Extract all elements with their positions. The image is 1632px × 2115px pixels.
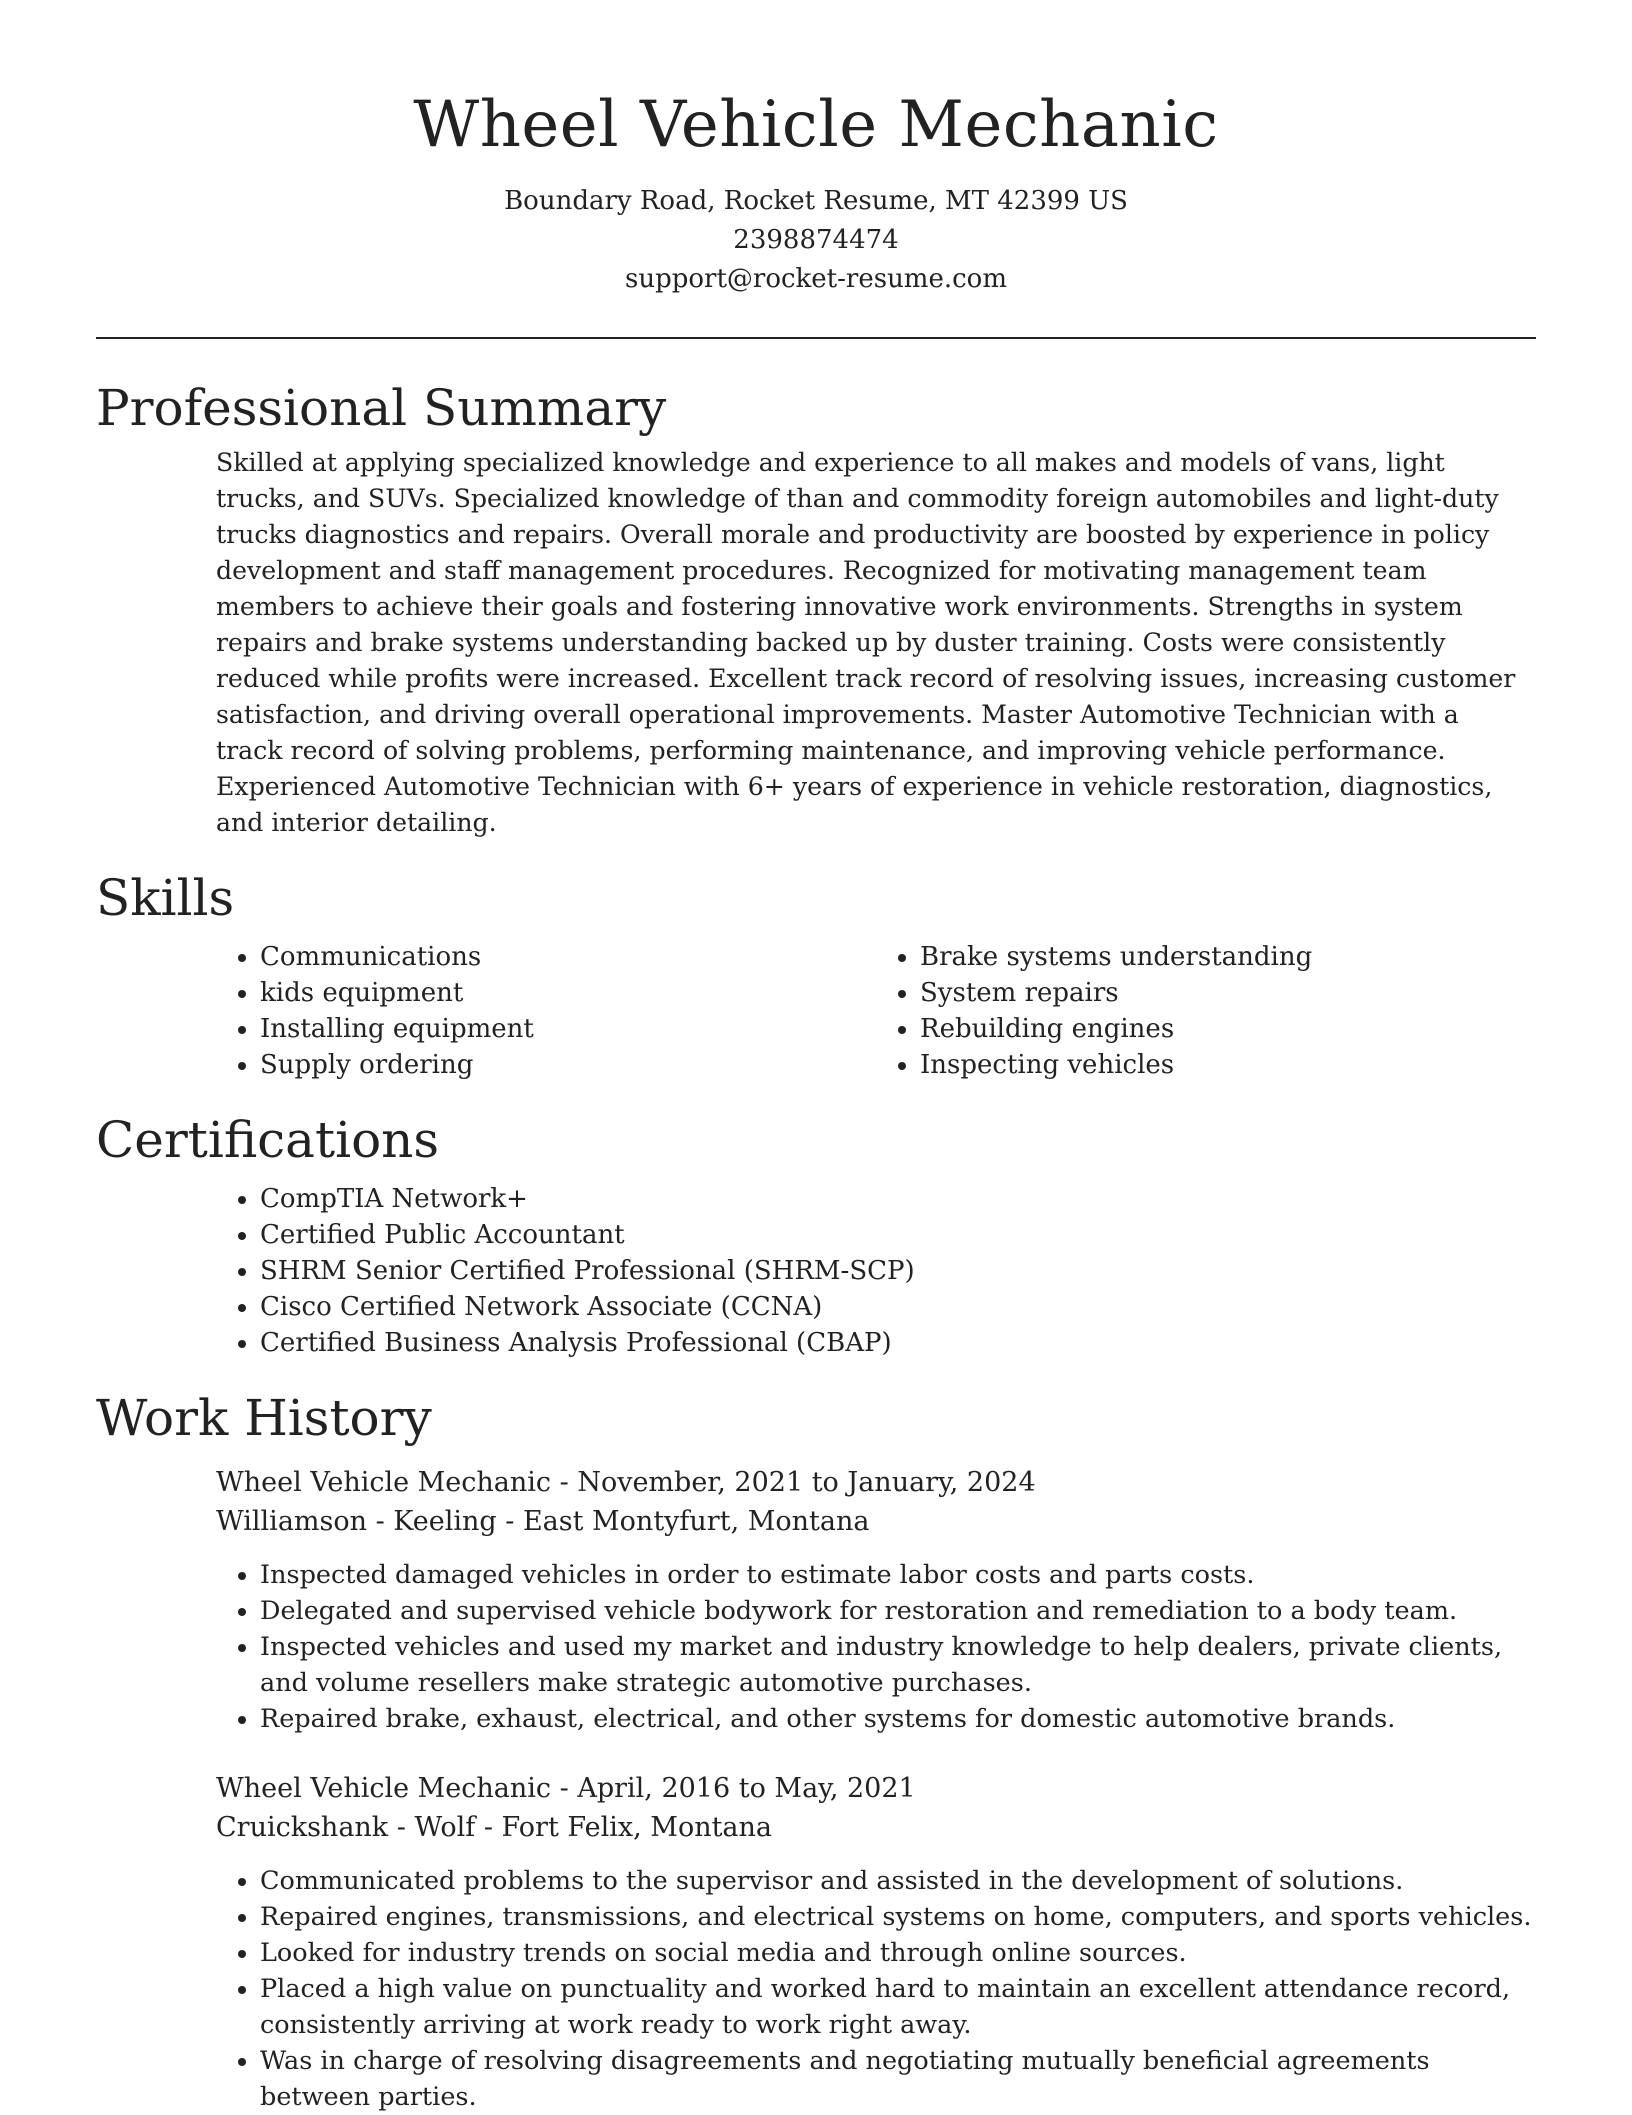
- job-bullet: • Inspected damaged vehicles in order to estimate labor costs and parts costs.: [260, 1557, 1536, 1593]
- skills-section: [96, 863, 1536, 1083]
- skill-item: • kids equipment: [260, 975, 876, 1011]
- summary-section: [96, 373, 1536, 841]
- work-history-section: [96, 1383, 1536, 2115]
- skill-item: • Supply ordering: [260, 1047, 876, 1083]
- resume-header: [96, 0, 1536, 299]
- contact-block: [96, 182, 1536, 299]
- skills-columns: [96, 933, 1536, 1083]
- job-bullet: • Repaired engines, transmissions, and electrical systems on home, computers, and sports vehicles.: [260, 1899, 1536, 1935]
- job-bullets: [216, 1557, 1536, 1737]
- job-bullet: • Delegated and supervised vehicle bodywork for restoration and remediation to a body team.: [260, 1593, 1536, 1629]
- certification-item: • Cisco Certified Network Associate (CCNA): [260, 1289, 1536, 1325]
- certification-item: • CompTIA Network+: [260, 1181, 1536, 1217]
- job-company-location: Williamson - Keeling - East Montyfurt, Montana: [216, 1506, 870, 1537]
- certification-item: • Certified Public Accountant: [260, 1217, 1536, 1253]
- certifications-list: [96, 1181, 1536, 1361]
- skill-item: • Communications: [260, 939, 876, 975]
- candidate-name: Wheel Vehicle Mechanic: [413, 88, 1219, 162]
- summary-text: Skilled at applying specialized knowledge and experience to all makes and models of vans, light trucks, and SUVs. Specialized knowledge of than and commodity foreign automobiles and light-duty trucks diagnostics and repairs. Overall morale and productivity are boosted by experience in policy development and staff management procedures. Recognized for motivating management team members to achieve their goals and fostering innovative work environments. Strengths in system repairs and brake systems understanding backed up by duster training. Costs were consistently reduced while profits were increased. Excellent track record of resolving issues, increasing customer satisfaction, and driving overall operational improvements. Master Automotive Technician with a track record of solving problems, performing maintenance, and improving vehicle performance. Experienced Automotive Technician with 6+ years of experience in vehicle restoration, diagnostics, and interior detailing.: [216, 448, 1516, 837]
- contact-phone: 2398874474: [733, 225, 899, 255]
- job-title-dates: Wheel Vehicle Mechanic - November, 2021 to January, 2024: [216, 1467, 1036, 1498]
- header-divider: [96, 337, 1536, 339]
- skills-list-right: [876, 939, 1536, 1083]
- job-company-location: Cruickshank - Wolf - Fort Felix, Montana: [216, 1812, 773, 1843]
- job-bullet: • Looked for industry trends on social media and through online sources.: [260, 1935, 1536, 1971]
- job-bullet: • Placed a high value on punctuality and worked hard to maintain an excellent attendance record, consistently arriving at work ready to work right away.: [260, 1971, 1536, 2043]
- job-bullet: • Was in charge of resolving disagreements and negotiating mutually beneficial agreements between parties.: [260, 2043, 1536, 2115]
- contact-address: Boundary Road, Rocket Resume, MT 42399 US: [504, 186, 1128, 216]
- job-bullets: [216, 1863, 1536, 2115]
- job-entry: [216, 1769, 1536, 2115]
- certifications-heading: Certifications: [96, 1111, 440, 1169]
- job-title-dates: Wheel Vehicle Mechanic - April, 2016 to May, 2021: [216, 1773, 916, 1804]
- skills-list-left: [96, 939, 876, 1083]
- skill-item: • System repairs: [920, 975, 1536, 1011]
- skill-item: • Inspecting vehicles: [920, 1047, 1536, 1083]
- job-bullet: • Repaired brake, exhaust, electrical, and other systems for domestic automotive brands.: [260, 1701, 1536, 1737]
- skill-item: • Rebuilding engines: [920, 1011, 1536, 1047]
- contact-email: support@rocket-resume.com: [624, 264, 1007, 294]
- certifications-section: [96, 1105, 1536, 1361]
- skill-item: • Installing equipment: [260, 1011, 876, 1047]
- job-bullet: • Inspected vehicles and used my market and industry knowledge to help dealers, private clients, and volume resellers make strategic automotive purchases.: [260, 1629, 1536, 1701]
- summary-heading: Professional Summary: [96, 379, 667, 437]
- skills-heading: Skills: [96, 869, 235, 927]
- job-bullet: • Communicated problems to the supervisor and assisted in the development of solutions.: [260, 1863, 1536, 1899]
- certification-item: • SHRM Senior Certified Professional (SHRM-SCP): [260, 1253, 1536, 1289]
- skill-item: • Brake systems understanding: [920, 939, 1536, 975]
- job-entry: [216, 1463, 1536, 1737]
- certification-item: • Certified Business Analysis Professional (CBAP): [260, 1325, 1536, 1361]
- work-history-heading: Work History: [96, 1389, 432, 1447]
